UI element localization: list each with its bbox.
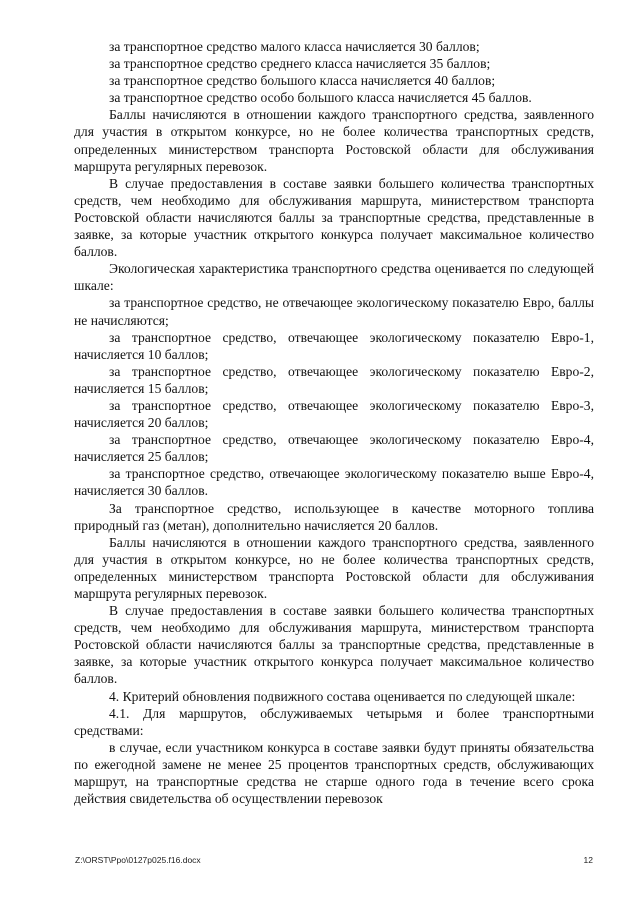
paragraph-6: В случае предоставления в составе заявки большего количества транспортных средств, чем необходимо для обслуживания маршрута, министерством транспорта Ростовской области начисляются баллы за транспортные средства, представленные в заявке, за которые участник открытого конкурса получает максимальное количество баллов. <box>74 175 594 260</box>
paragraph-18: 4.1. Для маршрутов, обслуживаемых четырьмя и более транспортными средствами: <box>74 705 594 738</box>
paragraph-10: за транспортное средство, отвечающее экологическому показателю Евро-2, начисляется 15 баллов; <box>74 363 594 396</box>
paragraph-11: за транспортное средство, отвечающее экологическому показателю Евро-3, начисляется 20 баллов; <box>74 397 594 431</box>
paragraph-9: за транспортное средство, отвечающее экологическому показателю Евро-1, начисляется 10 баллов; <box>74 329 594 362</box>
paragraph-16: В случае предоставления в составе заявки большего количества транспортных средств, чем необходимо для обслуживания маршрута, министерством транспорта Ростовской области начисляются баллы за транспортные средства, представленные в заявке, за которые участник открытого конкурса получает максимальное количество баллов. <box>74 603 594 687</box>
footer-file-path: Z:\ORST\Ppo\0127p025.f16.docx <box>75 855 201 865</box>
paragraph-13: за транспортное средство, отвечающее экологическому показателю выше Евро-4, начисляется 30 баллов. <box>74 466 594 499</box>
paragraph-3: за транспортное средство большого класса начисляется 40 баллов; <box>109 73 496 89</box>
page-footer <box>75 855 593 865</box>
paragraph-17: 4. Критерий обновления подвижного состава оценивается по следующей шкале: <box>109 688 576 704</box>
paragraph-1: за транспортное средство малого класса начисляется 30 баллов; <box>109 39 480 54</box>
paragraph-5: Баллы начисляются в отношении каждого транспортного средства, заявленного для участия в открытом конкурсе, но не более количества транспортных средств, определенных министерством транспорта Ростовской области для обслуживания маршрута регулярных перевозок. <box>74 107 594 174</box>
paragraph-15: Баллы начисляются в отношении каждого транспортного средства, заявленного для участия в открытом конкурсе, но не более количества транспортных средств, определенных министерством транспорта Ростовской области для обслуживания маршрута регулярных перевозок. <box>74 534 594 601</box>
paragraph-7: Экологическая характеристика транспортного средства оценивается по следующей шкале: <box>74 261 594 294</box>
paragraph-4: за транспортное средство особо большого класса начисляется 45 баллов. <box>109 90 532 106</box>
document-body <box>74 38 594 807</box>
paragraph-19: в случае, если участником конкурса в составе заявки будут приняты обязательства по ежегодной замене не менее 25 процентов транспортных средств, обслуживающих маршрут, на транспортные средства не старше одного года в течение всего срока действия свидетельства об осуществлении перевозок <box>74 739 594 807</box>
paragraph-2: за транспортное средство среднего класса начисляется 35 баллов; <box>109 56 491 72</box>
page-number: 12 <box>583 855 593 865</box>
paragraph-12: за транспортное средство, отвечающее экологическому показателю Евро-4, начисляется 25 баллов; <box>74 432 594 465</box>
paragraph-14: За транспортное средство, использующее в качестве моторного топлива природный газ (метан), дополнительно начисляется 20 баллов. <box>74 500 594 533</box>
paragraph-8: за транспортное средство, не отвечающее экологическому показателю Евро, баллы не начисляются; <box>74 295 594 328</box>
